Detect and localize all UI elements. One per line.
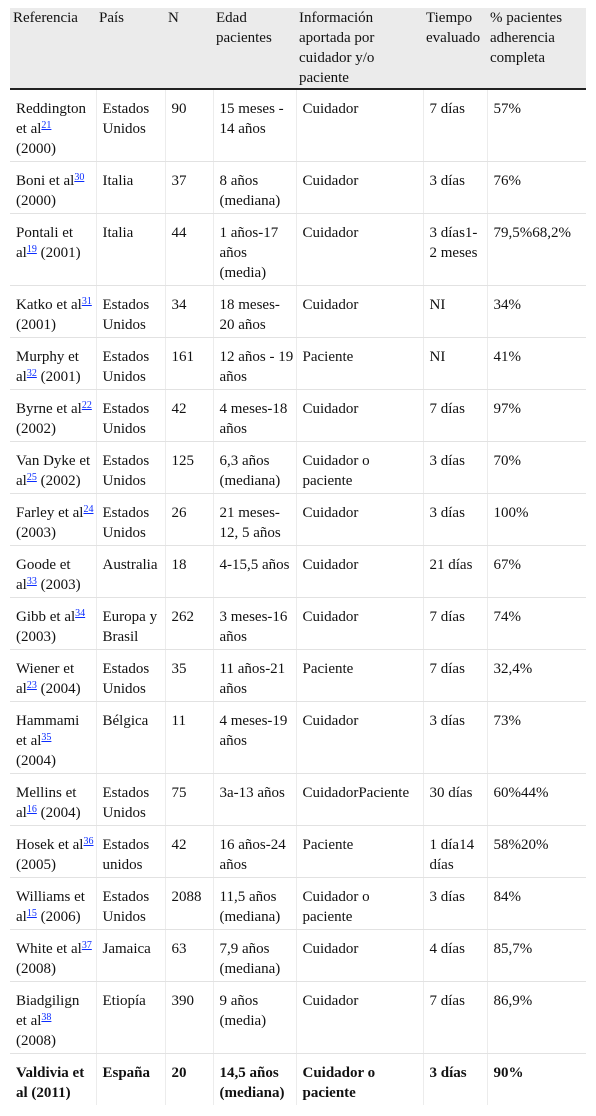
- citation-link[interactable]: 30: [74, 172, 85, 183]
- table-row: [10, 826, 586, 878]
- citation-link[interactable]: 38: [41, 1012, 52, 1023]
- header-pais: País: [96, 8, 165, 89]
- reference-cell: [10, 650, 96, 702]
- n-cell: 20: [165, 1054, 213, 1106]
- n-cell: 18: [165, 546, 213, 598]
- reference-cell: [10, 442, 96, 494]
- adherence-cell: 73%: [487, 702, 586, 774]
- citation-superscript: [82, 296, 92, 307]
- adherence-cell: 84%: [487, 878, 586, 930]
- age-cell: 11,5 años (mediana): [213, 878, 296, 930]
- n-cell: 34: [165, 286, 213, 338]
- age-cell: 1 años-17 años (media): [213, 214, 296, 286]
- table-row: [10, 598, 586, 650]
- citation-superscript: [27, 576, 37, 587]
- age-cell: 3 meses-16 años: [213, 598, 296, 650]
- table-row: [10, 982, 586, 1054]
- reference-cell: [10, 214, 96, 286]
- header-referencia: Referencia: [10, 8, 96, 89]
- info-source-cell: Cuidador: [296, 89, 423, 162]
- reference-cell: [10, 338, 96, 390]
- info-source-cell: Cuidador: [296, 390, 423, 442]
- info-source-cell: Cuidador o paciente: [296, 878, 423, 930]
- time-cell: 3 días: [423, 162, 487, 214]
- citation-link[interactable]: 23: [26, 680, 37, 691]
- adherence-cell: 86,9%: [487, 982, 586, 1054]
- header-edad: Edad pacientes: [213, 8, 296, 89]
- adherence-cell: 41%: [487, 338, 586, 390]
- reference-year: (2001): [36, 245, 81, 261]
- citation-link[interactable]: 22: [81, 400, 92, 411]
- citation-superscript: [75, 608, 85, 619]
- reference-authors: Pontali et al: [16, 225, 74, 261]
- info-source-cell: Cuidador: [296, 982, 423, 1054]
- reference-year: (2008): [16, 961, 56, 977]
- time-cell: 7 días: [423, 598, 487, 650]
- country-cell: Etiopía: [96, 982, 165, 1054]
- table-row: [10, 286, 586, 338]
- country-cell: Estados Unidos: [96, 650, 165, 702]
- adherence-cell: 34%: [487, 286, 586, 338]
- adherence-cell: 58%20%: [487, 826, 586, 878]
- country-cell: Bélgica: [96, 702, 165, 774]
- info-source-cell: Cuidador: [296, 286, 423, 338]
- info-source-cell: Cuidador: [296, 546, 423, 598]
- reference-year: (2000): [16, 193, 56, 209]
- table-row-current-study: [10, 1054, 586, 1106]
- info-source-cell: Cuidador: [296, 702, 423, 774]
- reference-authors: Wiener et al: [16, 661, 75, 697]
- citation-superscript: [82, 940, 92, 951]
- adherence-cell: 57%: [487, 89, 586, 162]
- time-cell: 4 días: [423, 930, 487, 982]
- info-source-cell: Cuidador o paciente: [296, 1054, 423, 1106]
- reference-year: (2002): [36, 473, 81, 489]
- n-cell: 75: [165, 774, 213, 826]
- reference-year: (2001): [36, 369, 81, 385]
- country-cell: Estados Unidos: [96, 878, 165, 930]
- age-cell: 12 años - 19 años: [213, 338, 296, 390]
- time-cell: 3 días: [423, 442, 487, 494]
- adherence-cell: 100%: [487, 494, 586, 546]
- n-cell: 37: [165, 162, 213, 214]
- reference-cell: [10, 702, 96, 774]
- reference-year: (2003): [36, 577, 81, 593]
- n-cell: 35: [165, 650, 213, 702]
- citation-superscript: [82, 400, 92, 411]
- age-cell: 3a-13 años: [213, 774, 296, 826]
- reference-year: (2004): [36, 805, 81, 821]
- adherence-studies-table: [10, 8, 586, 1105]
- info-source-cell: Paciente: [296, 650, 423, 702]
- reference-year: (2003): [16, 525, 56, 541]
- time-cell: 7 días: [423, 982, 487, 1054]
- citation-superscript: [41, 1012, 51, 1023]
- table-row: [10, 162, 586, 214]
- time-cell: 7 días: [423, 650, 487, 702]
- time-cell: NI: [423, 286, 487, 338]
- adherence-cell: 60%44%: [487, 774, 586, 826]
- country-cell: Estados Unidos: [96, 494, 165, 546]
- country-cell: Australia: [96, 546, 165, 598]
- table-row: [10, 702, 586, 774]
- citation-link[interactable]: 25: [26, 472, 37, 483]
- age-cell: 21 meses-12, 5 años: [213, 494, 296, 546]
- country-cell: Europa y Brasil: [96, 598, 165, 650]
- table-row: [10, 214, 586, 286]
- citation-link[interactable]: 31: [81, 296, 92, 307]
- reference-cell: [10, 286, 96, 338]
- reference-authors: Hammami et al: [16, 713, 80, 749]
- info-source-cell: Cuidador: [296, 930, 423, 982]
- table-row: [10, 442, 586, 494]
- time-cell: 3 días: [423, 1054, 487, 1106]
- n-cell: 390: [165, 982, 213, 1054]
- country-cell: Italia: [96, 214, 165, 286]
- citation-superscript: [27, 368, 37, 379]
- citation-link[interactable]: 16: [26, 804, 37, 815]
- country-cell: España: [96, 1054, 165, 1106]
- table-row: [10, 930, 586, 982]
- table-header: [10, 8, 586, 89]
- reference-cell: [10, 89, 96, 162]
- n-cell: 2088: [165, 878, 213, 930]
- adherence-cell: 67%: [487, 546, 586, 598]
- table-row: [10, 774, 586, 826]
- age-cell: 4 meses-18 años: [213, 390, 296, 442]
- citation-superscript: [41, 732, 51, 743]
- reference-cell: [10, 878, 96, 930]
- reference-year: (2004): [36, 681, 81, 697]
- n-cell: 26: [165, 494, 213, 546]
- reference-cell: [10, 826, 96, 878]
- reference-authors: Gibb et al: [16, 609, 76, 625]
- reference-year: (2006): [36, 909, 81, 925]
- time-cell: 7 días: [423, 89, 487, 162]
- reference-year: (2000): [16, 141, 56, 157]
- citation-link[interactable]: 24: [83, 504, 94, 515]
- info-source-cell: Cuidador o paciente: [296, 442, 423, 494]
- table-row: [10, 494, 586, 546]
- n-cell: 90: [165, 89, 213, 162]
- reference-authors: Mellins et al: [16, 785, 77, 821]
- country-cell: Italia: [96, 162, 165, 214]
- table-row: [10, 89, 586, 162]
- citation-superscript: [27, 244, 37, 255]
- time-cell: 3 días1-2 meses: [423, 214, 487, 286]
- reference-cell: [10, 546, 96, 598]
- adherence-cell: 76%: [487, 162, 586, 214]
- age-cell: 8 años (mediana): [213, 162, 296, 214]
- reference-cell: [10, 774, 96, 826]
- age-cell: 15 meses - 14 años: [213, 89, 296, 162]
- reference-cell: [10, 598, 96, 650]
- n-cell: 262: [165, 598, 213, 650]
- reference-authors: Hosek et al: [16, 837, 84, 853]
- age-cell: 11 años-21 años: [213, 650, 296, 702]
- adherence-cell: 97%: [487, 390, 586, 442]
- country-cell: Estados Unidos: [96, 390, 165, 442]
- header-n: N: [165, 8, 213, 89]
- country-cell: Estados Unidos: [96, 442, 165, 494]
- table-row: [10, 546, 586, 598]
- table-row: [10, 650, 586, 702]
- adherence-cell: 90%: [493, 1065, 524, 1081]
- reference-cell: [10, 494, 96, 546]
- n-cell: 42: [165, 390, 213, 442]
- reference-year: (2004): [16, 753, 56, 769]
- citation-link[interactable]: 15: [26, 908, 37, 919]
- age-cell: 16 años-24 años: [213, 826, 296, 878]
- reference-cell: [10, 162, 96, 214]
- time-cell: 30 días: [423, 774, 487, 826]
- table-body: [10, 89, 586, 1105]
- citation-link[interactable]: 37: [81, 940, 92, 951]
- age-cell: 9 años (media): [213, 982, 296, 1054]
- time-cell: NI: [423, 338, 487, 390]
- citation-link[interactable]: 19: [26, 244, 37, 255]
- info-source-cell: Paciente: [296, 338, 423, 390]
- citation-superscript: [83, 836, 93, 847]
- country-cell: Estados Unidos: [96, 338, 165, 390]
- reference-year: (2002): [16, 421, 56, 437]
- citation-link[interactable]: 32: [26, 368, 37, 379]
- n-cell: 161: [165, 338, 213, 390]
- info-source-cell: Cuidador: [296, 598, 423, 650]
- reference-authors: Katko et al: [16, 297, 82, 313]
- reference-authors: Williams et al: [16, 889, 85, 925]
- time-cell: 7 días: [423, 390, 487, 442]
- reference-authors: Goode et al: [16, 557, 71, 593]
- citation-link[interactable]: 21: [41, 120, 52, 131]
- country-cell: Estados unidos: [96, 826, 165, 878]
- reference-year: (2008): [16, 1033, 56, 1049]
- n-cell: 44: [165, 214, 213, 286]
- country-cell: Jamaica: [96, 930, 165, 982]
- citation-link[interactable]: 35: [41, 732, 52, 743]
- reference-authors: Murphy et al: [16, 349, 79, 385]
- reference-authors: Van Dyke et al: [16, 453, 91, 489]
- citation-superscript: [27, 472, 37, 483]
- reference-year: (2005): [16, 857, 56, 873]
- citation-superscript: [27, 908, 37, 919]
- time-cell: 3 días: [423, 878, 487, 930]
- time-cell: 3 días: [423, 702, 487, 774]
- table-row: [10, 878, 586, 930]
- info-source-cell: CuidadorPaciente: [296, 774, 423, 826]
- reference-year: (2003): [16, 629, 56, 645]
- country-cell: Estados Unidos: [96, 774, 165, 826]
- header-row: [10, 8, 586, 89]
- age-cell: 4 meses-19 años: [213, 702, 296, 774]
- reference-year: (2001): [16, 317, 56, 333]
- citation-link[interactable]: 34: [75, 608, 86, 619]
- age-cell: 14,5 años (mediana): [213, 1054, 296, 1106]
- info-source-cell: Paciente: [296, 826, 423, 878]
- reference-authors: Boni et al: [16, 173, 75, 189]
- n-cell: 42: [165, 826, 213, 878]
- reference-cell: Valdivia et al (2011): [10, 1054, 96, 1106]
- n-cell: 63: [165, 930, 213, 982]
- time-cell: 1 día14 días: [423, 826, 487, 878]
- adherence-cell: 79,5%68,2%: [487, 214, 586, 286]
- citation-superscript: [83, 504, 93, 515]
- country-cell: Estados Unidos: [96, 286, 165, 338]
- citation-link[interactable]: 36: [83, 836, 94, 847]
- adherence-cell: 74%: [487, 598, 586, 650]
- reference-cell: [10, 982, 96, 1054]
- adherence-cell: 32,4%: [487, 650, 586, 702]
- reference-authors: Biadgilign et al: [16, 993, 80, 1029]
- info-source-cell: Cuidador: [296, 162, 423, 214]
- age-cell: 6,3 años (mediana): [213, 442, 296, 494]
- n-cell: 11: [165, 702, 213, 774]
- age-cell: 18 meses-20 años: [213, 286, 296, 338]
- header-adherencia: % pacientes adherencia completa: [487, 8, 586, 89]
- header-informacion: Información aportada por cuidador y/o paciente: [296, 8, 423, 89]
- info-source-cell: Cuidador: [296, 214, 423, 286]
- reference-authors: Farley et al: [16, 505, 84, 521]
- citation-superscript: [27, 804, 37, 815]
- age-cell: 4-15,5 años: [213, 546, 296, 598]
- time-cell: 3 días: [423, 494, 487, 546]
- reference-authors: Reddington et al: [16, 101, 86, 137]
- citation-superscript: [74, 172, 84, 183]
- header-tiempo: Tiempo evaluado: [423, 8, 487, 89]
- citation-superscript: [41, 120, 51, 131]
- time-cell: 21 días: [423, 546, 487, 598]
- reference-authors: White et al: [16, 941, 82, 957]
- reference-cell: [10, 930, 96, 982]
- reference-authors: Byrne et al: [16, 401, 82, 417]
- age-cell: 7,9 años (mediana): [213, 930, 296, 982]
- table-row: [10, 338, 586, 390]
- adherence-cell: 85,7%: [487, 930, 586, 982]
- n-cell: 125: [165, 442, 213, 494]
- citation-link[interactable]: 33: [26, 576, 37, 587]
- info-source-cell: Cuidador: [296, 494, 423, 546]
- reference-cell: [10, 390, 96, 442]
- adherence-cell: 70%: [487, 442, 586, 494]
- citation-superscript: [27, 680, 37, 691]
- country-cell: Estados Unidos: [96, 89, 165, 162]
- table-row: [10, 390, 586, 442]
